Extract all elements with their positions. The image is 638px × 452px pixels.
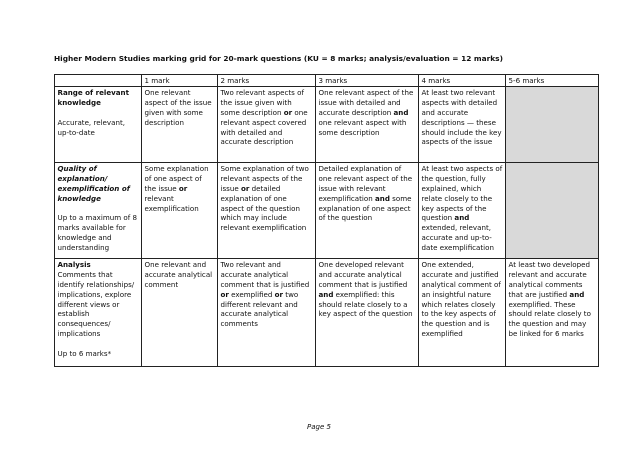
analysis-1-mark-text: One relevant and accurate analytical comment bbox=[144, 259, 213, 289]
range-2-marks-text-a: Two relevant aspects of the issue given with some description bbox=[220, 87, 304, 117]
range-1-mark-text: One relevant aspect of the issue given with some description bbox=[144, 87, 212, 127]
quality-2-marks-text-a: Some explanation of two relevant aspects of the issue bbox=[220, 163, 309, 193]
range-5-6-marks-cell-shaded bbox=[506, 87, 599, 163]
analysis-3-marks-text-a: One developed relevant and accurate analytical comment that is justified bbox=[318, 259, 408, 289]
analysis-2-marks-text-c: two different relevant and accurate analytical comments bbox=[220, 289, 299, 329]
analysis-3-marks-text-b: exemplified: this should relate closely to a key aspect of the question bbox=[318, 289, 413, 319]
range-4-marks-text: At least two relevant aspects with detailed and accurate descriptions — these should include the key aspects of the issue bbox=[421, 87, 502, 147]
grid-title: Higher Modern Studies marking grid for 20-mark questions (KU = 8 marks; analysis/evaluation = 12 marks) bbox=[54, 54, 503, 63]
range-3-marks-cell bbox=[316, 87, 419, 163]
range-3-marks-text-b: one relevant aspect with some description bbox=[318, 117, 407, 137]
range-1-mark-cell bbox=[142, 87, 218, 163]
range-criterion-cell bbox=[55, 87, 142, 163]
range-4-marks-cell bbox=[419, 87, 506, 163]
analysis-5-6-marks-and: and bbox=[569, 289, 585, 299]
quality-heading: Quality of explanation/ exemplification of knowledge bbox=[57, 163, 130, 203]
quality-2-marks-text-b: detailed explanation of one aspect of the question which may include relevant exemplification bbox=[220, 183, 307, 233]
analysis-row bbox=[55, 259, 599, 367]
header-5-6-marks: 5-6 marks bbox=[506, 75, 599, 87]
quality-subtext: Up to a maximum of 8 marks available for knowledge and understanding bbox=[57, 213, 138, 253]
quality-4-marks-and: and bbox=[454, 213, 470, 223]
quality-3-marks-cell bbox=[316, 163, 419, 259]
range-2-marks-cell bbox=[218, 87, 316, 163]
analysis-heading: Analysis bbox=[57, 259, 91, 269]
range-2-marks-or: or bbox=[283, 107, 293, 117]
page-number: Page 5 bbox=[307, 423, 331, 431]
analysis-5-6-marks-text-b: exemplified. These should relate closely to the question and may be linked for 6 marks bbox=[508, 299, 591, 339]
analysis-2-marks-or-2: or bbox=[274, 289, 284, 299]
quality-2-marks-cell bbox=[218, 163, 316, 259]
analysis-3-marks-cell bbox=[316, 259, 419, 367]
quality-4-marks-text-a: At least two aspects of the question, fully explained, which relate closely to the key aspects of the question bbox=[421, 163, 503, 223]
marking-grid-table bbox=[54, 74, 599, 367]
analysis-3-marks-and: and bbox=[318, 289, 334, 299]
header-row bbox=[55, 75, 599, 87]
analysis-5-6-marks-text-a: At least two developed relevant and accurate analytical comments that are justified bbox=[508, 259, 590, 299]
analysis-4-marks-text: One extended, accurate and justified analytical comment of an insightful nature which relates closely to the key aspects of the question and is exemplified bbox=[421, 259, 501, 339]
analysis-criterion-cell bbox=[55, 259, 142, 367]
range-3-marks-text-a: One relevant aspect of the issue with detailed and accurate description bbox=[318, 87, 414, 117]
analysis-4-marks-cell bbox=[419, 259, 506, 367]
quality-1-mark-text-b: relevant exemplification bbox=[144, 193, 199, 213]
quality-3-marks-text-b: some explanation of one aspect of the question bbox=[318, 193, 412, 223]
header-empty-cell bbox=[55, 75, 142, 87]
header-1-mark: 1 mark bbox=[142, 75, 218, 87]
header-4-marks: 4 marks bbox=[419, 75, 506, 87]
quality-3-marks-and: and bbox=[375, 193, 390, 203]
header-2-marks: 2 marks bbox=[218, 75, 316, 87]
analysis-2-marks-or: or bbox=[220, 289, 229, 299]
range-heading: Range of relevant knowledge bbox=[57, 87, 129, 107]
quality-1-mark-or: or bbox=[178, 183, 188, 193]
analysis-2-marks-text-a: Two relevant and accurate analytical comment that is justified bbox=[220, 259, 310, 289]
quality-4-marks-text-b: extended, relevant, accurate and up-to-date exemplification bbox=[421, 223, 494, 253]
quality-4-marks-cell bbox=[419, 163, 506, 259]
range-row bbox=[55, 87, 599, 163]
quality-1-mark-cell bbox=[142, 163, 218, 259]
quality-criterion-cell bbox=[55, 163, 142, 259]
quality-1-mark-text-a: Some explanation of one aspect of the issue bbox=[144, 163, 209, 193]
analysis-5-6-marks-cell bbox=[506, 259, 599, 367]
analysis-max-marks: Up to 6 marks* bbox=[57, 349, 112, 359]
analysis-2-marks-text-b: exemplified bbox=[228, 289, 275, 299]
range-subtext: Accurate, relevant, up-to-date bbox=[57, 117, 125, 137]
header-3-marks: 3 marks bbox=[316, 75, 419, 87]
analysis-subtext: Comments that identify relationships/ implications, explore different views or establish consequences/ implications bbox=[57, 269, 135, 339]
quality-row bbox=[55, 163, 599, 259]
range-2-marks-text-b: one relevant aspect covered with detailed and accurate description bbox=[220, 107, 308, 147]
quality-2-marks-or: or bbox=[240, 183, 250, 193]
quality-3-marks-text-a: Detailed explanation of one relevant aspect of the issue with relevant exemplification bbox=[318, 163, 413, 203]
analysis-2-marks-cell bbox=[218, 259, 316, 367]
analysis-1-mark-cell bbox=[142, 259, 218, 367]
quality-5-6-marks-cell-shaded bbox=[506, 163, 599, 259]
range-3-marks-and: and bbox=[393, 107, 409, 117]
